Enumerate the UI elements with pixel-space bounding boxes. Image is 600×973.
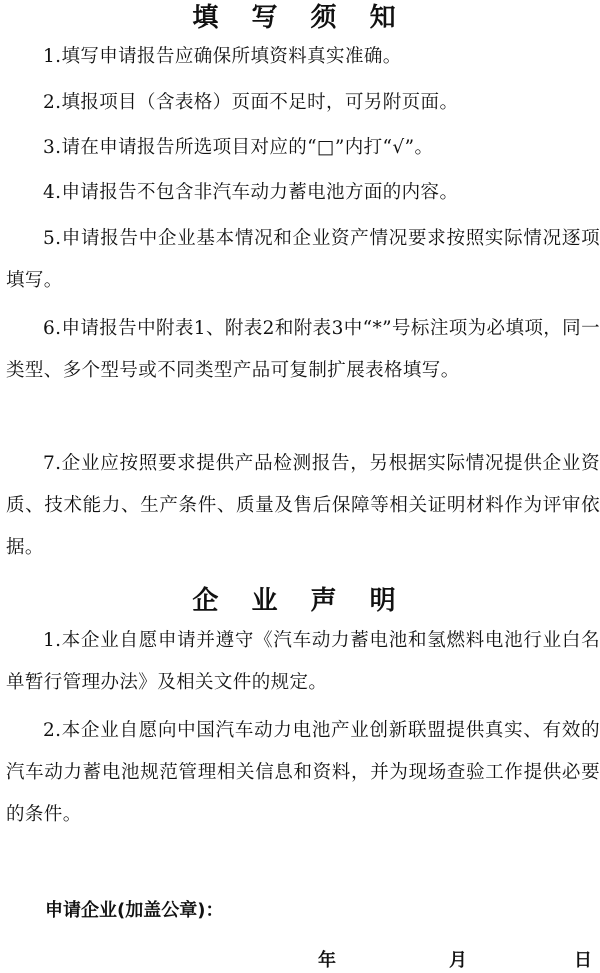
notice-item-5: 5.申请报告中企业基本情况和企业资产情况要求按照实际情况逐项填写。 [6, 228, 600, 291]
notice-item-4: 4.申请报告不包含非汽车动力蓄电池方面的内容。 [43, 182, 459, 203]
date-year-label: 年 [318, 950, 336, 971]
notice-item-6: 6.申请报告中附表1、附表2和附表3中“*”号标注项为必填项，同一类型、多个型号或不同类型产品可复制扩展表格填写。 [6, 318, 600, 381]
declaration-title: 企 业 声 明 [192, 586, 408, 616]
notice-item-1: 1.填写申请报告应确保所填资料真实准确。 [43, 46, 402, 67]
declaration-item-1: 1.本企业自愿申请并遵守《汽车动力蓄电池和氢燃料电池行业白名单暂行管理办法》及相关文件的规定。 [6, 630, 600, 693]
notice-item-2: 2.填报项目（含表格）页面不足时，可另附页面。 [43, 92, 459, 113]
applicant-seal-label: 申请企业(加盖公章)： [45, 900, 224, 921]
declaration-item-2: 2.本企业自愿向中国汽车动力电池产业创新联盟提供真实、有效的汽车动力蓄电池规范管理相关信息和资料，并为现场查验工作提供必要的条件。 [6, 720, 600, 825]
notice-item-3: 3.请在申请报告所选项目对应的“□”内打“√”。 [43, 137, 434, 158]
notice-title: 填 写 须 知 [192, 3, 408, 33]
date-day-label: 日 [574, 950, 592, 971]
date-month-label: 月 [449, 950, 467, 971]
notice-item-7: 7.企业应按照要求提供产品检测报告，另根据实际情况提供企业资质、技术能力、生产条件、质量及售后保障等相关证明材料作为评审依据。 [6, 453, 600, 558]
